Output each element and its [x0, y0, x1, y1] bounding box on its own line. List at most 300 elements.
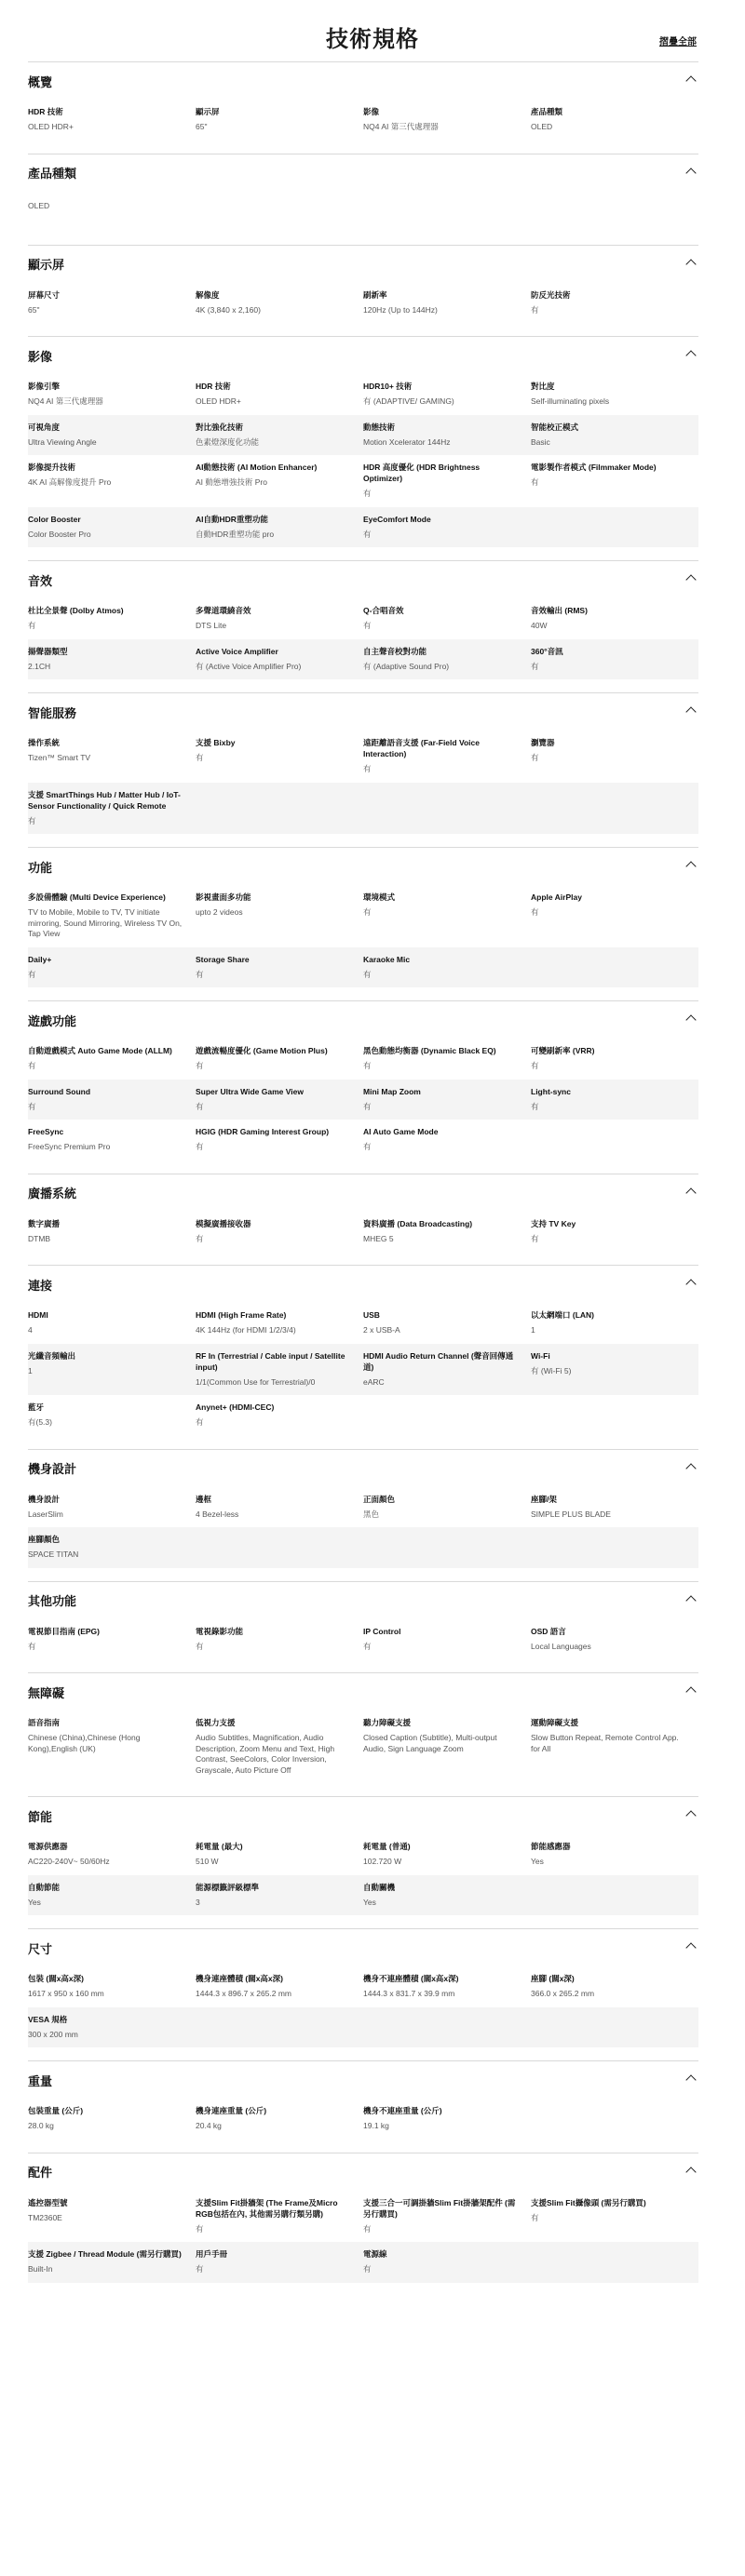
section-header[interactable]: [28, 1929, 698, 1966]
spec-value: 有: [363, 969, 372, 979]
spec-item: [531, 288, 698, 316]
spec-value: 有: [531, 907, 539, 917]
spec-item: [196, 2195, 363, 2235]
spec-section: [28, 1265, 698, 1449]
section-title: 影像: [28, 349, 53, 364]
section-header[interactable]: [28, 693, 698, 731]
spec-value: 有: [28, 621, 36, 630]
spec-value: 有: [28, 969, 36, 979]
spec-value: 有: [363, 2223, 372, 2234]
spec-value: 4 Bezel-less: [196, 1509, 239, 1519]
spec-item: [531, 952, 698, 981]
section-header[interactable]: [28, 1266, 698, 1303]
spec-item: [196, 460, 363, 500]
section-body: [28, 1834, 698, 1928]
spec-item: [363, 1880, 531, 1909]
spec-row: [28, 1875, 698, 1916]
spec-item: [531, 2012, 698, 2041]
spec-item: [28, 1124, 196, 1153]
spec-item: [531, 1492, 698, 1521]
chevron-up-icon[interactable]: [685, 1187, 696, 1198]
spec-value: 有: [196, 969, 204, 979]
spec-item: [28, 1839, 196, 1868]
spec-label: 機身連座體積 (闊x高x深): [196, 1974, 283, 1983]
spec-item: [196, 1624, 363, 1653]
spec-row: [28, 374, 698, 415]
spec-item: [531, 1348, 698, 1389]
spec-value: TV to Mobile, Mobile to TV, TV initiate mirroring, Sound Mirroring, Wireless TV On, Tap View: [28, 907, 183, 938]
spec-value: 有: [28, 1101, 36, 1111]
spec-label: 刷新率: [363, 289, 387, 300]
spec-label: 以太網端口 (LAN): [531, 1310, 594, 1320]
spec-label: 對比強化技術: [196, 422, 244, 432]
section-header[interactable]: [28, 2153, 698, 2191]
spec-label: 影像提升技術: [28, 463, 76, 472]
spec-value: NQ4 AI 第三代處理器: [363, 122, 439, 131]
spec-item: [196, 1308, 363, 1336]
spec-value: 有: [363, 2264, 372, 2274]
section-body: [28, 374, 698, 560]
spec-value: 有: [531, 304, 539, 315]
spec-item: [196, 787, 363, 827]
spec-label: AI Auto Game Mode: [363, 1127, 439, 1136]
spec-item: [363, 288, 531, 316]
spec-value: 有: [196, 2264, 204, 2274]
spec-item: [531, 1308, 698, 1336]
section-header[interactable]: [28, 1673, 698, 1711]
spec-value: 有: [363, 1101, 372, 1111]
spec-label: 耗電量 (最大): [196, 1842, 243, 1851]
section-title: 無障礙: [28, 1685, 65, 1700]
spec-item: [363, 2012, 531, 2041]
spec-item: [531, 1839, 698, 1868]
spec-label: 用戶手冊: [196, 2249, 228, 2259]
spec-label: 黑色動態均衡器 (Dynamic Black EQ): [363, 1046, 496, 1055]
spec-label: 自動遊戲模式 Auto Game Mode (ALLM): [28, 1046, 172, 1055]
chevron-up-icon[interactable]: [685, 1463, 696, 1473]
spec-label: 支援 SmartThings Hub / Matter Hub / IoT-Sensor Functionality / Quick Remote: [28, 789, 181, 811]
chevron-up-icon[interactable]: [685, 861, 696, 871]
spec-item: [196, 1043, 363, 1072]
spec-value: Ultra Viewing Angle: [28, 436, 97, 447]
spec-label: 對比度: [531, 382, 555, 391]
spec-value: 有: [196, 1101, 204, 1111]
spec-item: [28, 1971, 196, 2000]
spec-value: 有: [196, 753, 204, 762]
spec-item: [363, 1971, 531, 2000]
spec-label: 正面顏色: [363, 1494, 396, 1504]
spec-row: [28, 2242, 698, 2283]
spec-item: [531, 1624, 698, 1653]
spec-item: [531, 420, 698, 449]
spec-value: Color Booster Pro: [28, 529, 91, 539]
chevron-up-icon[interactable]: [685, 1279, 696, 1289]
spec-sections: [28, 61, 698, 2296]
spec-item: [28, 1624, 196, 1653]
section-title: 節能: [28, 1809, 53, 1824]
spec-label: 遊戲流暢度優化 (Game Motion Plus): [196, 1046, 328, 1055]
spec-value: DTMB: [28, 1233, 51, 1243]
spec-label: 藍牙: [28, 1402, 45, 1412]
spec-label: 環境模式: [363, 892, 396, 902]
spec-value: 4K (3,840 x 2,160): [196, 304, 261, 315]
spec-label: 能源標籤評級標準: [196, 1882, 260, 1892]
section-body: [28, 192, 698, 245]
spec-value: 40W: [531, 621, 548, 630]
spec-label: 運動障礙支援: [531, 1718, 579, 1727]
section-body: [28, 598, 698, 692]
spec-item: [363, 1084, 531, 1113]
spec-label: HDR 高度優化 (HDR Brightness Optimizer): [363, 463, 481, 483]
spec-label: 電源供應器: [28, 1842, 68, 1851]
spec-item: [196, 1715, 363, 1776]
spec-section: [28, 336, 698, 560]
spec-label: 動態技術: [363, 422, 396, 432]
page-header: [0, 0, 745, 61]
spec-item: [196, 1400, 363, 1429]
spec-value: 有: [531, 661, 539, 671]
section-title: 機身設計: [28, 1462, 77, 1476]
spec-item: [28, 644, 196, 673]
spec-item: [196, 1084, 363, 1113]
spec-section: [28, 1672, 698, 1796]
spec-section: [28, 1449, 698, 1581]
spec-label: 可視角度: [28, 422, 61, 432]
section-header[interactable]: [28, 337, 698, 374]
spec-label: 自動節能: [28, 1882, 61, 1892]
page-title: 技術規格: [326, 27, 419, 52]
spec-value: 120Hz (Up to 144Hz): [363, 304, 438, 315]
spec-item: [28, 420, 196, 449]
spec-label: IP Control: [363, 1626, 401, 1636]
spec-value: Audio Subtitles, Magnification, Audio Description, Zoom Menu and Text, High Contrast, SeeColors, Color Inversion, Grayscale, Auto Picture Off: [196, 1733, 335, 1775]
spec-label: 電視錄影功能: [196, 1626, 244, 1636]
spec-value: 4K 144Hz (for HDMI 1/2/3/4): [196, 1325, 296, 1335]
spec-value: NQ4 AI 第三代處理器: [28, 396, 103, 406]
spec-row: [28, 1487, 698, 1528]
spec-item: [196, 1124, 363, 1153]
spec-label: Super Ultra Wide Game View: [196, 1086, 304, 1096]
spec-item: [28, 2247, 196, 2275]
section-body: [28, 1487, 698, 1581]
spec-row: [28, 415, 698, 456]
spec-item: [196, 2012, 363, 2041]
spec-label: USB: [363, 1310, 380, 1320]
section-header[interactable]: [28, 1797, 698, 1834]
spec-label: 支援Slim Fit攝像頭 (需另行購買): [531, 2197, 646, 2207]
spec-value: 有: [531, 753, 539, 762]
spec-value: OLED: [28, 200, 50, 210]
chevron-up-icon[interactable]: [685, 1014, 696, 1025]
spec-label: 機身不連座體積 (闊x高x深): [363, 1974, 459, 1983]
spec-row: [28, 1344, 698, 1396]
spec-section: [28, 1796, 698, 1928]
spec-label: 耗電量 (普通): [363, 1842, 411, 1851]
section-title: 遊戲功能: [28, 1013, 77, 1028]
spec-section: [28, 847, 698, 1000]
spec-value: 有: [363, 1061, 372, 1070]
spec-item: [531, 1880, 698, 1909]
spec-item: [531, 1124, 698, 1153]
section-header[interactable]: [28, 154, 698, 192]
spec-value: FreeSync Premium Pro: [28, 1142, 111, 1151]
spec-value: 366.0 x 265.2 mm: [531, 1989, 595, 1998]
spec-label: 杜比全景聲 (Dolby Atmos): [28, 606, 124, 615]
section-title: 顯示屏: [28, 258, 65, 272]
chevron-up-icon[interactable]: [685, 574, 696, 584]
spec-item: [531, 1532, 698, 1561]
spec-item: [363, 1216, 531, 1245]
spec-value: 有: [363, 1641, 372, 1651]
spec-label: EyeComfort Mode: [363, 514, 431, 524]
spec-item: [28, 1084, 196, 1113]
spec-label: Light-sync: [531, 1086, 571, 1096]
spec-label: 屏幕尺寸: [28, 289, 61, 300]
spec-section: [28, 1928, 698, 2060]
spec-label: HDR 技術: [196, 382, 231, 391]
spec-label: 電源線: [363, 2249, 387, 2259]
spec-item: [28, 379, 196, 408]
spec-value: 自動HDR重塑功能 pro: [196, 529, 275, 539]
spec-value: 色素燈深度化功能: [196, 436, 260, 447]
section-title: 音效: [28, 573, 53, 588]
spec-label: 節能感應器: [531, 1842, 571, 1851]
spec-row: [28, 1080, 698, 1120]
spec-value: 有: [531, 1233, 539, 1243]
spec-row: [28, 1527, 698, 1568]
spec-value: 有: [531, 1101, 539, 1111]
chevron-up-icon[interactable]: [685, 706, 696, 717]
section-header[interactable]: [28, 848, 698, 885]
spec-value: 有: [196, 2223, 204, 2234]
spec-item: [531, 1084, 698, 1113]
spec-item: [28, 2103, 196, 2132]
spec-row: [28, 1711, 698, 1783]
chevron-up-icon[interactable]: [685, 350, 696, 360]
spec-label: 產品種類: [531, 107, 563, 116]
spec-value: 4: [28, 1325, 33, 1335]
spec-item: [28, 1400, 196, 1429]
spec-row: [28, 639, 698, 680]
spec-item: [28, 288, 196, 316]
spec-label: 遙控器型號: [28, 2197, 68, 2207]
spec-value: OLED HDR+: [28, 122, 74, 131]
spec-item: [363, 460, 531, 500]
spec-row: [28, 2191, 698, 2243]
spec-item: [531, 787, 698, 827]
spec-label: Wi-Fi: [531, 1350, 550, 1361]
spec-item: [363, 1532, 531, 1561]
section-body: [28, 1303, 698, 1449]
spec-item: [28, 104, 196, 133]
collapse-all-link[interactable]: 摺疊全部: [659, 37, 697, 47]
spec-label: 揚聲器類型: [28, 646, 68, 656]
spec-item: [28, 952, 196, 981]
spec-label: 影像: [363, 107, 380, 116]
spec-item: [28, 1880, 196, 1909]
spec-label: RF In (Terrestrial / Cable input / Satellite input): [196, 1350, 345, 1372]
spec-value: 有: [531, 1061, 539, 1070]
section-header[interactable]: [28, 2061, 698, 2099]
spec-value: SIMPLE PLUS BLADE: [531, 1509, 611, 1519]
spec-value: Slow Button Repeat, Remote Control App. for All: [531, 1733, 679, 1753]
spec-section: [28, 692, 698, 847]
spec-label: Active Voice Amplifier: [196, 646, 278, 656]
spec-value: 有: [196, 1417, 204, 1427]
spec-value: Chinese (China),Chinese (Hong Kong),English (UK): [28, 1733, 141, 1753]
spec-label: 機身連座重量 (公斤): [196, 2106, 267, 2115]
spec-label: 自動關機: [363, 1882, 396, 1892]
spec-label: 支援 Bixby: [196, 738, 236, 747]
spec-label: 解像度: [196, 289, 220, 300]
section-body: [28, 1711, 698, 1796]
section-header[interactable]: [28, 62, 698, 100]
spec-section: [28, 154, 698, 245]
spec-row: [28, 1395, 698, 1436]
section-title: 產品種類: [28, 167, 77, 181]
section-header[interactable]: [28, 1582, 698, 1619]
chevron-up-icon[interactable]: [685, 2074, 696, 2085]
chevron-up-icon[interactable]: [685, 168, 696, 178]
spec-value: 65": [28, 304, 40, 315]
spec-row: [28, 1834, 698, 1875]
chevron-up-icon[interactable]: [685, 75, 696, 86]
spec-label: 資料廣播 (Data Broadcasting): [363, 1218, 473, 1228]
spec-value: 有: [196, 1641, 204, 1651]
spec-label: FreeSync: [28, 1127, 64, 1136]
section-title: 連接: [28, 1278, 53, 1293]
spec-label: 聽力障礙支援: [363, 1718, 412, 1727]
spec-label: 360°音訊: [531, 646, 563, 656]
section-body: [28, 1619, 698, 1673]
spec-label: AI自動HDR重塑功能: [196, 514, 268, 524]
spec-item: [28, 1308, 196, 1336]
spec-item: [28, 2195, 196, 2235]
spec-item: [196, 1839, 363, 1868]
spec-value: 有: [363, 764, 372, 773]
spec-item: [363, 1400, 531, 1429]
spec-item: [28, 1715, 196, 1776]
spec-label: HDMI (High Frame Rate): [196, 1310, 287, 1320]
spec-item: [28, 196, 196, 224]
spec-label: 支持 TV Key: [531, 1218, 576, 1228]
section-header[interactable]: [28, 561, 698, 598]
spec-label: 防反光技術: [531, 289, 571, 300]
chevron-up-icon[interactable]: [685, 1942, 696, 1952]
spec-item: [28, 787, 196, 827]
chevron-up-icon[interactable]: [685, 1686, 696, 1697]
spec-item: [363, 379, 531, 408]
spec-label: 可變刷新率 (VRR): [531, 1046, 595, 1055]
section-body: [28, 2191, 698, 2296]
spec-value: Self-illuminating pixels: [531, 396, 610, 406]
spec-item: [531, 512, 698, 541]
spec-item: [531, 379, 698, 408]
section-header[interactable]: [28, 246, 698, 283]
spec-item: [28, 1492, 196, 1521]
spec-item: [28, 512, 196, 541]
section-header[interactable]: [28, 1001, 698, 1039]
spec-item: [363, 2103, 531, 2132]
section-title: 配件: [28, 2166, 53, 2180]
spec-row: [28, 947, 698, 988]
spec-item: [531, 890, 698, 940]
spec-row: [28, 598, 698, 639]
chevron-up-icon[interactable]: [685, 1810, 696, 1820]
spec-label: 機身設計: [28, 1494, 61, 1504]
spec-section: [28, 1000, 698, 1174]
spec-item: [196, 420, 363, 449]
section-title: 概覽: [28, 74, 53, 89]
spec-item: [28, 460, 196, 500]
spec-item: [363, 890, 531, 940]
spec-value: TM2360E: [28, 2212, 62, 2222]
chevron-up-icon[interactable]: [685, 2167, 696, 2177]
spec-label: 多設備體驗 (Multi Device Experience): [28, 892, 166, 902]
section-body: [28, 731, 698, 847]
spec-label: 影視畫面多功能: [196, 892, 251, 902]
spec-item: [363, 1715, 531, 1776]
spec-row: [28, 100, 698, 141]
spec-label: 支援Slim Fit掛牆架 (The Frame及Micro RGB包括在內, 其他需另購行類另購): [196, 2197, 338, 2219]
spec-item: [363, 1492, 531, 1521]
spec-label: AI動態技術 (AI Motion Enhancer): [196, 463, 318, 472]
spec-item: [196, 288, 363, 316]
spec-section: [28, 2060, 698, 2153]
spec-value: upto 2 videos: [196, 907, 243, 917]
spec-value: 黑色: [363, 1509, 380, 1519]
spec-value: Yes: [363, 1897, 376, 1907]
spec-value: 1444.3 x 831.7 x 39.9 mm: [363, 1989, 455, 1998]
spec-label: Anynet+ (HDMI-CEC): [196, 1402, 275, 1412]
spec-item: [196, 952, 363, 981]
spec-label: 智能校正模式: [531, 422, 579, 432]
spec-section: [28, 560, 698, 692]
spec-label: Daily+: [28, 954, 52, 964]
spec-item: [196, 735, 363, 775]
spec-value: 19.1 kg: [363, 2121, 389, 2130]
section-title: 重量: [28, 2073, 53, 2088]
spec-value: 4K AI 高解像度提升 Pro: [28, 477, 112, 487]
spec-item: [363, 1839, 531, 1868]
chevron-up-icon[interactable]: [685, 1595, 696, 1605]
spec-value: Yes: [28, 1897, 41, 1907]
spec-label: Karaoke Mic: [363, 954, 411, 964]
spec-row: [28, 192, 698, 232]
spec-value: 有 (ADAPTIVE/ GAMING): [363, 396, 454, 406]
spec-label: 低視力支援: [196, 1718, 236, 1727]
spec-label: Q-合唱音效: [363, 606, 404, 615]
spec-value: AI 動態增強技術 Pro: [196, 477, 267, 487]
spec-item: [363, 1348, 531, 1389]
spec-row: [28, 1303, 698, 1344]
spec-value: 3: [196, 1897, 200, 1907]
section-header[interactable]: [28, 1450, 698, 1487]
spec-row: [28, 1120, 698, 1161]
spec-label: 遠距離語音支援 (Far-Field Voice Interaction): [363, 738, 480, 758]
spec-value: 1444.3 x 896.7 x 265.2 mm: [196, 1989, 292, 1998]
spec-label: 光纖音頻輸出: [28, 1350, 76, 1361]
spec-item: [531, 460, 698, 500]
spec-item: [531, 1715, 698, 1776]
spec-label: 自主聲音校對功能: [363, 646, 427, 656]
spec-row: [28, 455, 698, 507]
spec-label: 電視節目指南 (EPG): [28, 1626, 100, 1636]
spec-value: 1: [28, 1365, 33, 1375]
chevron-up-icon[interactable]: [685, 259, 696, 269]
spec-value: 20.4 kg: [196, 2121, 222, 2130]
section-header[interactable]: [28, 1174, 698, 1212]
